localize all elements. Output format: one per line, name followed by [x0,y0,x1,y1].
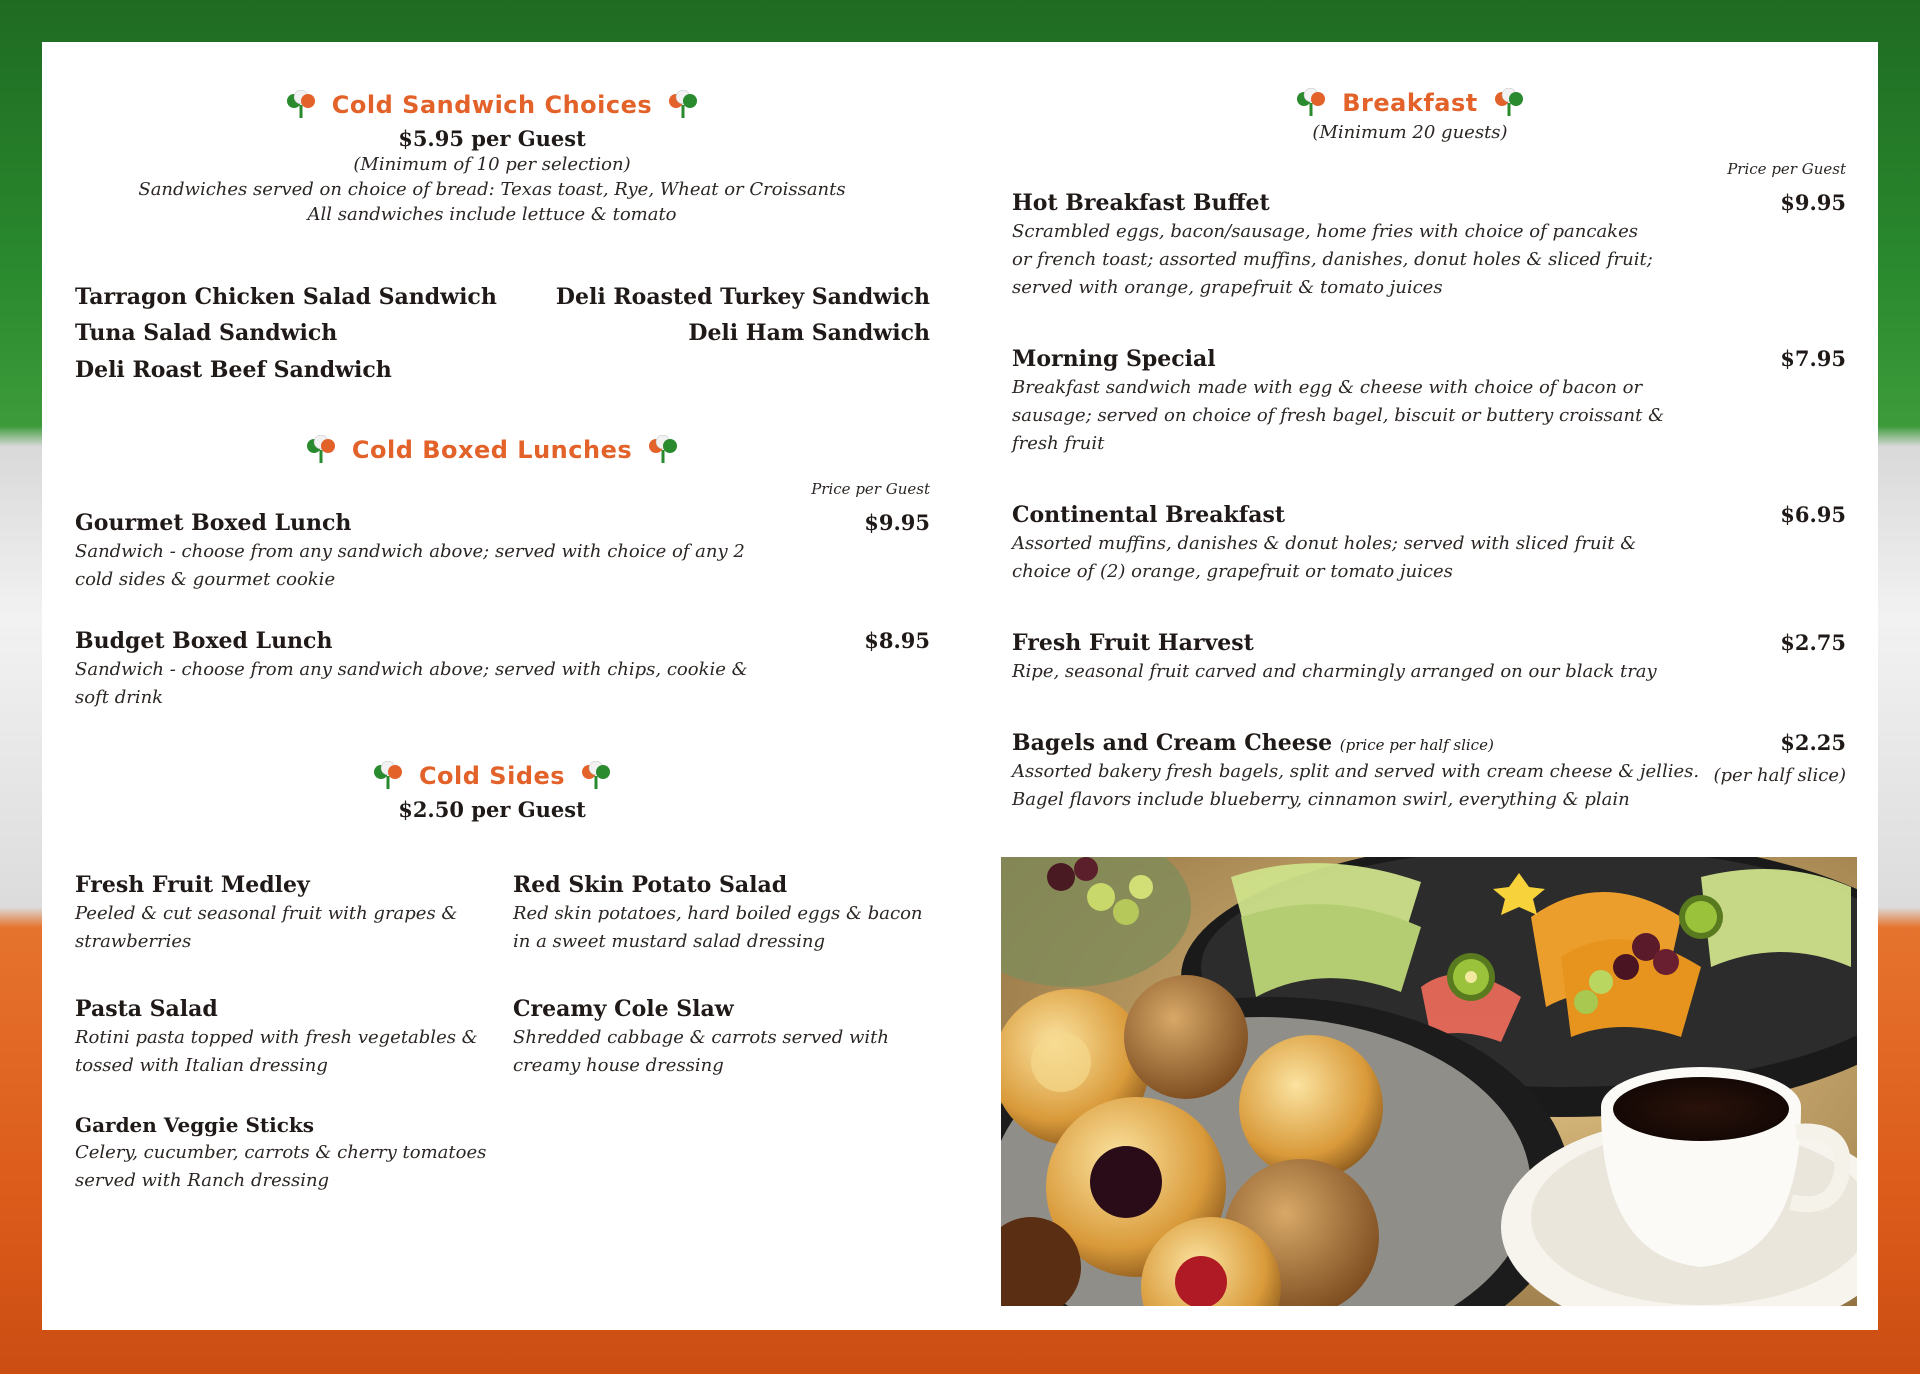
sandwich-item: Tuna Salad Sandwich [75,320,338,346]
item-desc-line: Sandwich - choose from any sandwich above; served with chips, cookie & [75,659,748,680]
cold-sandwich-minimum: (Minimum of 10 per selection) [353,154,631,175]
cold-sandwich-title-row [284,90,700,120]
item-desc-line: in a sweet mustard salad dressing [513,931,825,952]
item-desc-line: choice of (2) orange, grapefruit or tomato juices [1012,561,1453,582]
menu-item [513,872,943,956]
menu-item [1012,346,1712,458]
boxed-lunch-title: Cold Boxed Lunches [351,436,633,464]
item-desc-line: Assorted muffins, danishes & donut holes; served with sliced fruit & [1012,533,1637,554]
item-desc-line: served with orange, grapefruit & tomato juices [1012,277,1443,298]
menu-item [1012,502,1712,586]
sandwich-item: Tarragon Chicken Salad Sandwich [75,284,497,310]
item-name: Creamy Cole Slaw [513,996,734,1022]
cold-sandwich-header [42,90,942,225]
item-name-text: Bagels and Cream Cheese [1012,730,1333,756]
breakfast-title-row [1294,88,1525,118]
breakfast-minimum: (Minimum 20 guests) [1312,122,1508,143]
item-desc-line: Rotini pasta topped with fresh vegetables & [75,1027,478,1048]
item-desc-line: Sandwich - choose from any sandwich above; served with choice of any 2 [75,541,745,562]
menu-page [42,42,1878,1330]
shamrock-icon [1294,88,1328,118]
breakfast-title: Breakfast [1342,89,1478,117]
shamrock-icon [371,761,405,791]
sandwich-item: Deli Roast Beef Sandwich [75,357,392,383]
item-desc-line: Assorted bakery fresh bagels, split and served with cream cheese & jellies. [1012,761,1700,782]
item-desc-line: served with Ranch dressing [75,1170,330,1191]
item-price: $8.95 [864,628,930,653]
item-desc-line: Shredded cabbage & carrots served with [513,1027,889,1048]
item-name: Gourmet Boxed Lunch [75,510,352,536]
shamrock-icon [304,435,338,465]
cold-sides-price: $2.50 per Guest [398,797,586,822]
item-name: Fresh Fruit Harvest [1012,630,1254,656]
item-desc-line: strawberries [75,931,192,952]
item-desc-line: Celery, cucumber, carrots & cherry tomatoes [75,1142,487,1163]
item-desc-line: sausage; served on choice of fresh bagel, biscuit or buttery croissant & [1012,405,1665,426]
item-name: Red Skin Potato Salad [513,872,788,898]
item-price: $2.25 [1780,730,1846,755]
item-desc-line: cold sides & gourmet cookie [75,569,336,590]
item-desc-line: Red skin potatoes, hard boiled eggs & bacon [513,903,923,924]
sandwich-item: Deli Ham Sandwich [688,320,930,346]
breakfast-price-header: Price per Guest [1727,160,1846,178]
sandwich-item: Deli Roasted Turkey Sandwich [555,284,930,310]
shamrock-icon [646,435,680,465]
cold-sides-title-row [371,761,613,791]
item-name [1012,730,1712,756]
item-price: $9.95 [864,510,930,535]
item-price: $9.95 [1780,190,1846,215]
item-desc-line: Peeled & cut seasonal fruit with grapes & [75,903,458,924]
item-desc-line: Bagel flavors include blueberry, cinnamon swirl, everything & plain [1012,789,1630,810]
breakfast-photo-illustration [1001,857,1857,1306]
item-name: Hot Breakfast Buffet [1012,190,1270,216]
item-name: Garden Veggie Sticks [75,1113,315,1137]
cold-sides-title: Cold Sides [418,762,566,790]
item-name: Pasta Salad [75,996,218,1022]
menu-item [75,510,945,594]
cold-sides-header [42,761,942,822]
item-desc-line: Breakfast sandwich made with egg & cheese with choice of bacon or [1012,377,1643,398]
item-name: Morning Special [1012,346,1216,372]
shamrock-icon [579,761,613,791]
shamrock-icon [666,90,700,120]
boxed-lunch-price-header: Price per Guest [811,480,930,498]
item-price: $7.95 [1780,346,1846,371]
menu-item [513,996,943,1080]
cold-sandwich-include-note: All sandwiches include lettuce & tomato [307,204,677,225]
item-desc-line: fresh fruit [1012,433,1105,454]
cold-sandwich-price: $5.95 per Guest [398,126,586,151]
shamrock-icon [284,90,318,120]
menu-item [75,996,495,1080]
item-desc-line: or french toast; assorted muffins, danishes, donut holes & sliced fruit; [1012,249,1653,270]
item-name: Budget Boxed Lunch [75,628,333,654]
breakfast-photo [1001,857,1857,1306]
boxed-lunch-title-row [304,435,680,465]
item-desc-line: soft drink [75,687,164,708]
cold-sandwich-bread-note: Sandwiches served on choice of bread: Texas toast, Rye, Wheat or Croissants [138,179,846,200]
menu-item [1012,630,1712,686]
item-price-note: (per half slice) [1713,765,1846,786]
menu-item [75,872,495,956]
item-price: $2.75 [1780,630,1846,655]
item-desc-line: creamy house dressing [513,1055,724,1076]
menu-item [75,1113,495,1195]
menu-item [75,628,945,712]
menu-item [1012,190,1712,302]
item-desc-line: tossed with Italian dressing [75,1055,328,1076]
breakfast-header [942,88,1878,143]
item-desc-line: Ripe, seasonal fruit carved and charmingly arranged on our black tray [1012,661,1657,682]
item-desc-line: Scrambled eggs, bacon/sausage, home fries with choice of pancakes [1012,221,1638,242]
menu-item [1012,730,1712,814]
item-name-note: (price per half slice) [1339,736,1494,754]
boxed-lunch-header [42,435,942,469]
shamrock-icon [1492,88,1526,118]
item-price: $6.95 [1780,502,1846,527]
cold-sandwich-title: Cold Sandwich Choices [331,91,653,119]
item-name: Fresh Fruit Medley [75,872,310,898]
item-name: Continental Breakfast [1012,502,1286,528]
